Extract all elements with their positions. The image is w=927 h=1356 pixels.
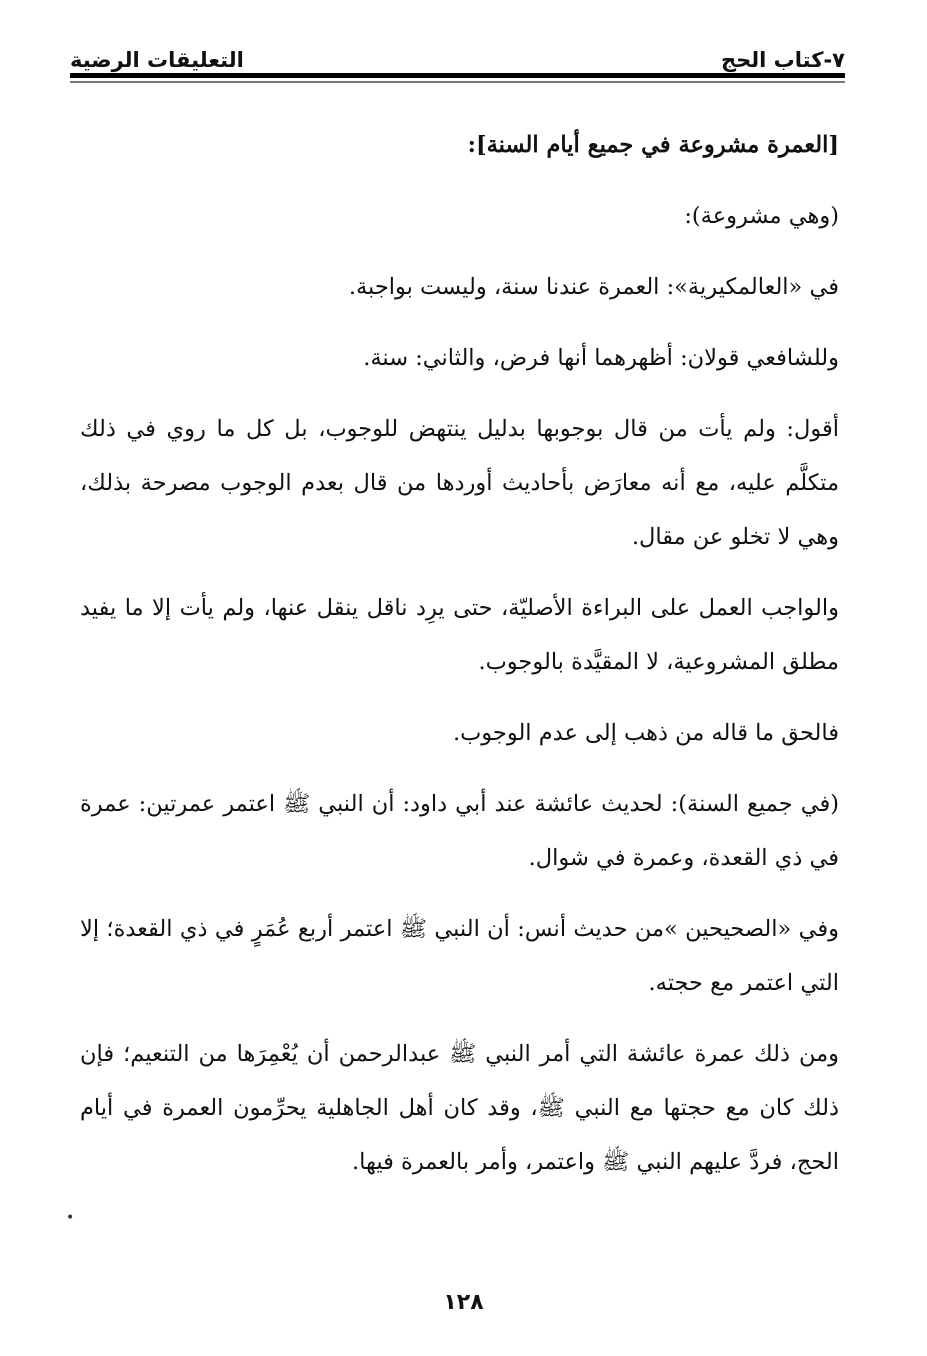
page-number: ١٢٨: [443, 1290, 484, 1315]
header-rule: [70, 73, 845, 78]
paragraph: أقول: ولم يأت من قال بوجوبها بدليل ينتهض للوجوب، بل كل ما روي في ذلك متكلَّم عليه، مع أنه معارَض بأحاديث أوردها من قال بعدم الوجوب مصرحة بذلك، وهي لا تخلو عن مقال.: [80, 416, 839, 550]
paragraph: فالحق ما قاله من ذهب إلى عدم الوجوب.: [452, 720, 839, 746]
paragraph: ومن ذلك عمرة عائشة التي أمر النبي ﷺ عبدالرحمن أن يُعْمِرَها من التنعيم؛ فإن ذلك كان مع حجتها مع النبي ﷺ، وقد كان أهل الجاهلية يحرِّمون العمرة في أيام الحج، فردَّ عليهم النبي ﷺ واعتمر، وأمر بالعمرة فيها.: [80, 1041, 839, 1175]
section-heading: [العمرة مشروعة في جميع أيام السنة]:: [467, 132, 839, 158]
header-rule-thin: [70, 81, 845, 83]
paragraph: والواجب العمل على البراءة الأصليّة، حتى يرِد ناقل ينقل عنها، ولم يأت إلا ما يفيد مطلق المشروعية، لا المقيَّدة بالوجوب.: [80, 595, 839, 675]
running-header: [70, 36, 845, 72]
chapter-title: ٧-كتاب الحج: [721, 48, 845, 72]
stray-mark: •: [66, 1210, 75, 1226]
paragraph: وفي «الصحيحين »من حديث أنس: أن النبي ﷺ اعتمر أربع عُمَرٍ في ذي القعدة؛ إلا التي اعتمر مع حجته.: [80, 916, 839, 996]
page-body: [80, 118, 839, 1206]
paragraph: وللشافعي قولان: أظهرهما أنها فرض، والثاني: سنة.: [363, 345, 839, 371]
paragraph: (وهي مشروعة):: [684, 203, 839, 229]
book-title: التعليقات الرضية: [70, 48, 244, 72]
paragraph: (في جميع السنة): لحديث عائشة عند أبي داود: أن النبي ﷺ اعتمر عمرتين: عمرة في ذي القعدة، وعمرة في شوال.: [80, 791, 839, 871]
paragraph: في «العالمكيرية»: العمرة عندنا سنة، وليست بواجبة.: [348, 274, 839, 300]
